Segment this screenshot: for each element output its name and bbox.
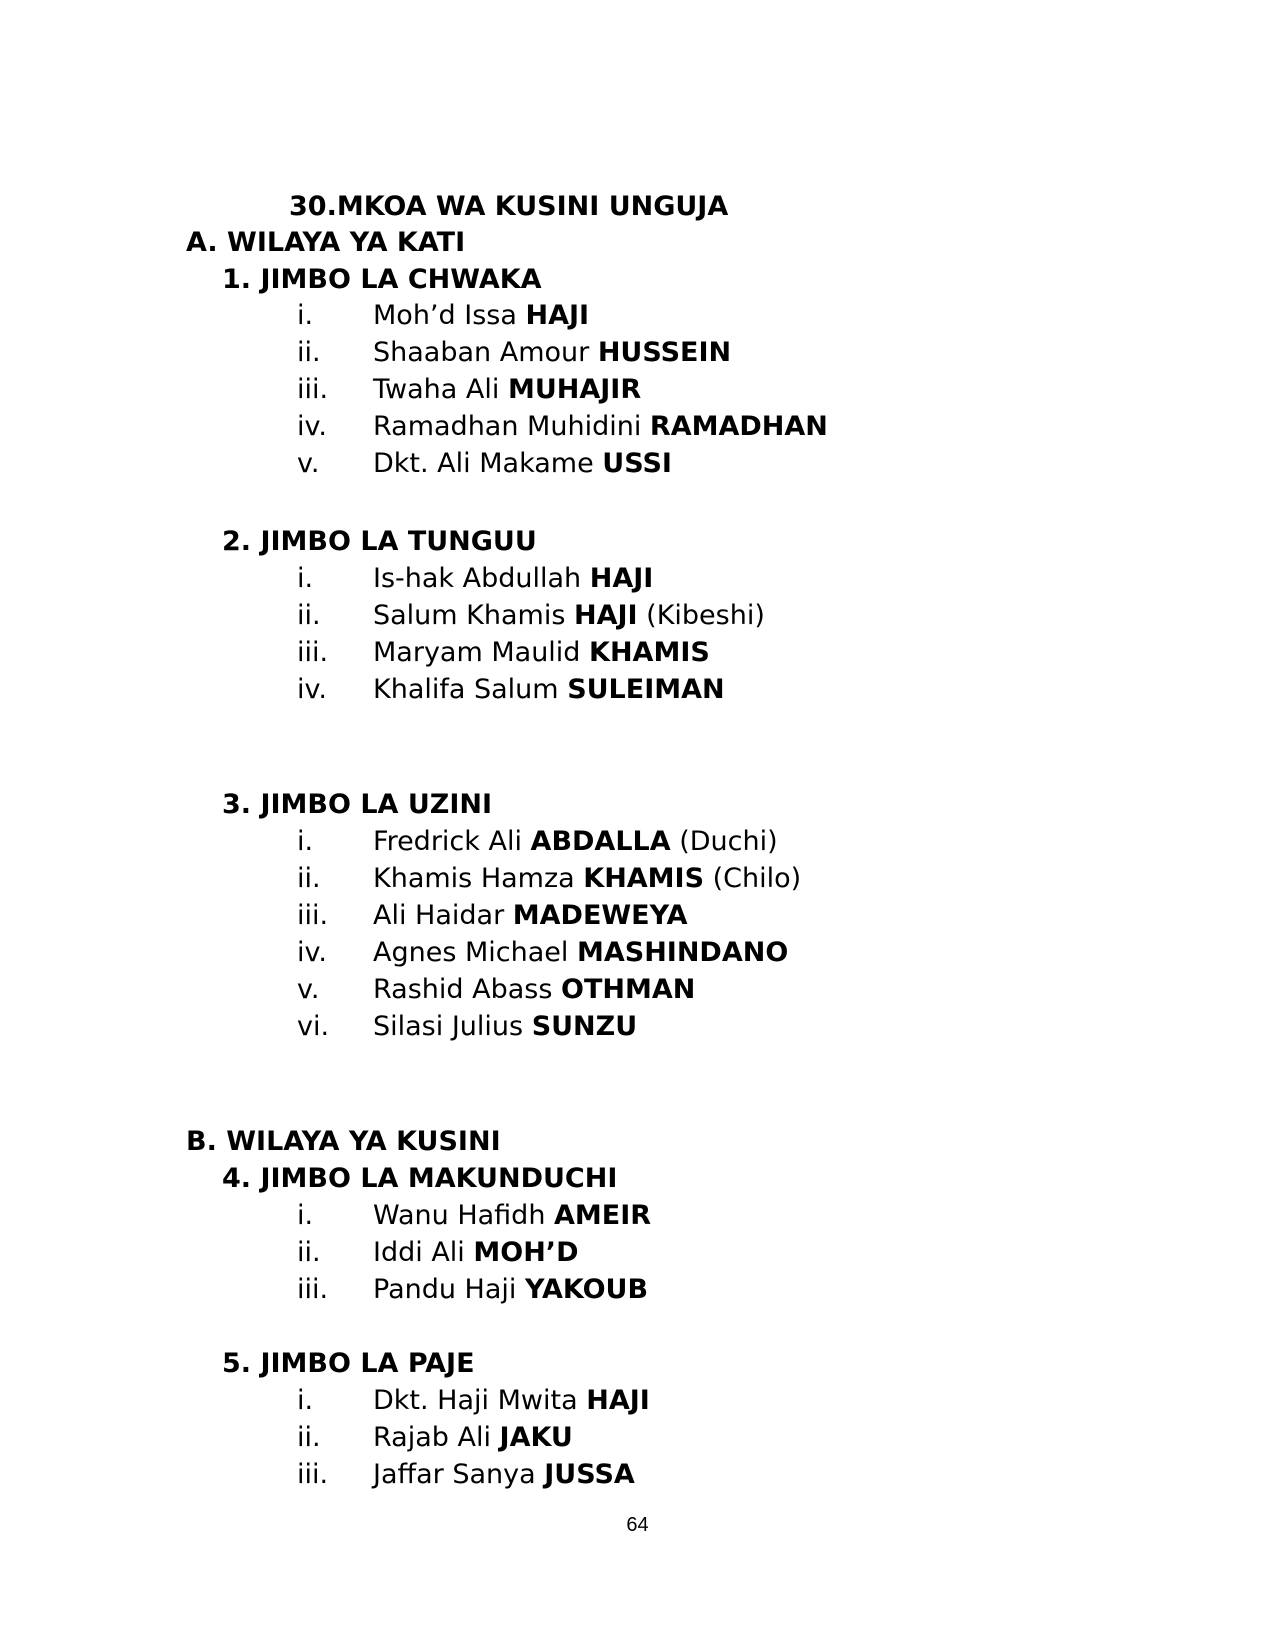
member-name: Khalifa Salum SULEIMAN xyxy=(373,674,725,705)
member-name: Maryam Maulid KHAMIS xyxy=(373,637,710,668)
member-name: Jaffar Sanya JUSSA xyxy=(373,1459,635,1490)
wilaya-heading-kusini: B. WILAYA YA KUSINI xyxy=(186,1126,501,1157)
member-name: Silasi Julius SUNZU xyxy=(373,1011,638,1042)
list-numeral: iv. xyxy=(297,411,327,442)
member-name: Dkt. Haji Mwita HAJI xyxy=(373,1385,650,1416)
member-name: Agnes Michael MASHINDANO xyxy=(373,937,789,968)
list-numeral: ii. xyxy=(297,600,321,631)
list-numeral: ii. xyxy=(297,337,321,368)
member-name: Salum Khamis HAJI (Kibeshi) xyxy=(373,600,765,631)
list-numeral: iii. xyxy=(297,1459,329,1490)
member-name: Ali Haidar MADEWEYA xyxy=(373,900,688,931)
jimbo-heading-tunguu: 2. JIMBO LA TUNGUU xyxy=(222,526,537,557)
list-numeral: i. xyxy=(297,1385,314,1416)
member-name: Rajab Ali JAKU xyxy=(373,1422,573,1453)
jimbo-heading-makunduchi: 4. JIMBO LA MAKUNDUCHI xyxy=(222,1163,618,1194)
list-numeral: iii. xyxy=(297,374,329,405)
member-name: Rashid Abass OTHMAN xyxy=(373,974,696,1005)
list-numeral: iv. xyxy=(297,937,327,968)
member-name: Ramadhan Muhidini RAMADHAN xyxy=(373,411,828,442)
member-name: Twaha Ali MUHAJIR xyxy=(373,374,642,405)
list-numeral: ii. xyxy=(297,1422,321,1453)
member-name: Fredrick Ali ABDALLA (Duchi) xyxy=(373,826,778,857)
list-numeral: ii. xyxy=(297,1237,321,1268)
list-numeral: i. xyxy=(297,563,314,594)
member-name: Is-hak Abdullah HAJI xyxy=(373,563,654,594)
list-numeral: iii. xyxy=(297,637,329,668)
member-name: Khamis Hamza KHAMIS (Chilo) xyxy=(373,863,802,894)
member-name: Dkt. Ali Makame USSI xyxy=(373,448,672,479)
list-numeral: i. xyxy=(297,300,314,331)
list-numeral: i. xyxy=(297,826,314,857)
member-name: Iddi Ali MOH’D xyxy=(373,1237,579,1268)
list-numeral: ii. xyxy=(297,863,321,894)
page-title: 30.MKOA WA KUSINI UNGUJA xyxy=(289,191,729,222)
page-number: 64 xyxy=(626,1514,649,1536)
list-numeral: iv. xyxy=(297,674,327,705)
member-name: Moh’d Issa HAJI xyxy=(373,300,590,331)
member-name: Pandu Haji YAKOUB xyxy=(373,1274,649,1305)
jimbo-heading-uzini: 3. JIMBO LA UZINI xyxy=(222,789,493,820)
list-numeral: vi. xyxy=(297,1011,330,1042)
list-numeral: v. xyxy=(297,448,320,479)
wilaya-heading-kati: A. WILAYA YA KATI xyxy=(186,227,466,258)
jimbo-heading-chwaka: 1. JIMBO LA CHWAKA xyxy=(222,264,542,295)
list-numeral: v. xyxy=(297,974,320,1005)
member-name: Shaaban Amour HUSSEIN xyxy=(373,337,732,368)
member-name: Wanu Hafidh AMEIR xyxy=(373,1200,652,1231)
list-numeral: iii. xyxy=(297,900,329,931)
jimbo-heading-paje: 5. JIMBO LA PAJE xyxy=(222,1348,475,1379)
list-numeral: i. xyxy=(297,1200,314,1231)
list-numeral: iii. xyxy=(297,1274,329,1305)
